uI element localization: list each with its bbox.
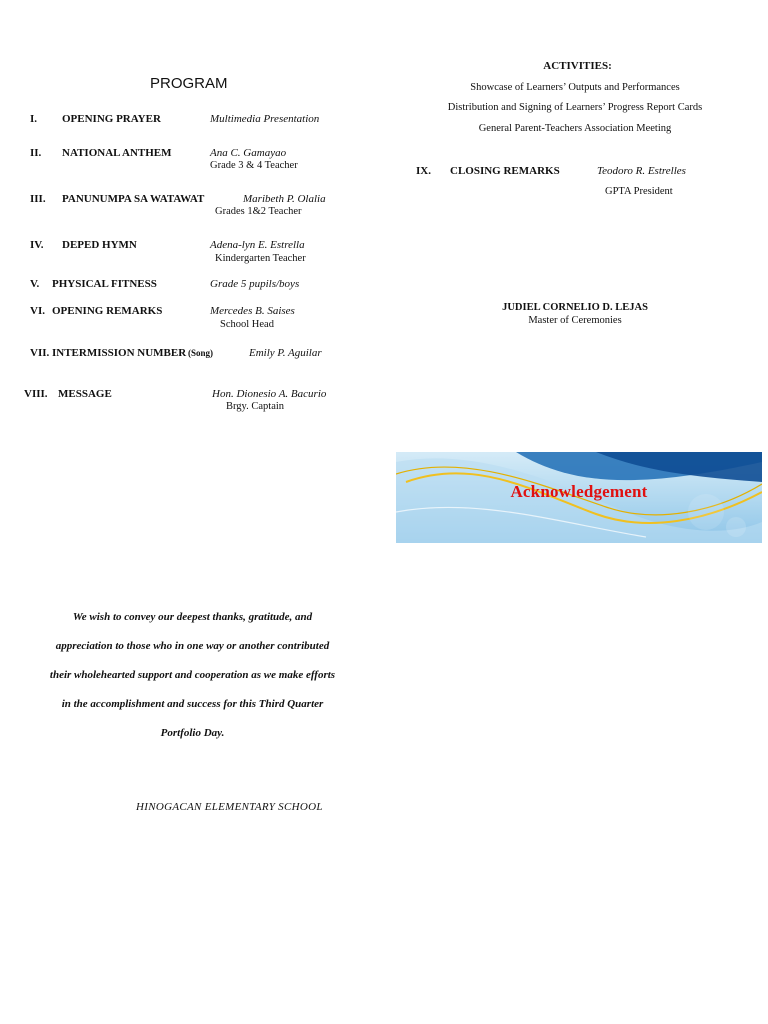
item-presenter: Mercedes B. Saises — [210, 305, 295, 317]
activity-line: General Parent-Teachers Association Meeting — [478, 123, 672, 134]
item-presenter: Ana C. Gamayao — [210, 147, 287, 159]
activities-title: ACTIVITIES: — [543, 60, 612, 72]
item-number: VI. — [30, 305, 45, 317]
item-number: II. — [30, 147, 42, 159]
item-presenter: Grade 5 pupils/boys — [210, 278, 300, 290]
item-number: IV. — [30, 239, 44, 251]
item-label: PHYSICAL FITNESS — [52, 278, 157, 290]
item-presenter: Teodoro R. Estrelles — [597, 165, 686, 177]
item-label: OPENING REMARKS — [52, 305, 163, 317]
item-label-note: (Song) — [188, 348, 214, 358]
item-number: III. — [30, 193, 46, 205]
acknowledgement-line: appreciation to those who in one way or another contributed — [55, 640, 330, 652]
acknowledgement-line: Portfolio Day. — [160, 727, 225, 739]
item-label: MESSAGE — [58, 388, 112, 400]
emcee-role: Master of Ceremonies — [528, 315, 622, 326]
item-number: IX. — [416, 165, 431, 177]
item-presenter: Multimedia Presentation — [210, 113, 320, 125]
activity-line: Showcase of Learners’ Outputs and Performances — [470, 82, 680, 93]
item-role: School Head — [220, 319, 274, 330]
activity-line: Distribution and Signing of Learners’ Progress Report Cards — [447, 102, 703, 113]
item-label: DEPED HYMN — [62, 239, 137, 251]
item-role: GPTA President — [605, 186, 673, 197]
banner-title: Acknowledgement — [510, 482, 648, 501]
acknowledgement-line: in the accomplishment and success for this Third Quarter — [61, 698, 324, 710]
item-label: PANUNUMPA SA WATAWAT — [62, 193, 205, 205]
acknowledgement-line: We wish to convey our deepest thanks, gratitude, and — [72, 611, 313, 623]
item-number: VII. — [30, 347, 50, 359]
acknowledgement-banner — [396, 452, 762, 543]
item-role: Grade 3 & 4 Teacher — [210, 160, 298, 171]
emcee-name: JUDIEL CORNELIO D. LEJAS — [502, 302, 648, 313]
school-name: HINOGACAN ELEMENTARY SCHOOL — [136, 801, 323, 813]
program-title: PROGRAM — [150, 75, 228, 92]
item-number: VIII. — [24, 388, 48, 400]
item-label: OPENING PRAYER — [62, 113, 161, 125]
item-presenter: Emily P. Aguilar — [249, 347, 322, 359]
acknowledgement-line: their wholehearted support and cooperation as we make efforts — [49, 669, 336, 681]
item-label: NATIONAL ANTHEM — [62, 147, 172, 159]
item-role: Grades 1&2 Teacher — [215, 206, 302, 217]
item-label: INTERMISSION NUMBER — [52, 347, 187, 359]
item-number: V. — [30, 278, 40, 290]
item-number: I. — [30, 113, 38, 125]
item-presenter: Hon. Dionesio A. Bacurio — [212, 388, 327, 400]
item-label: CLOSING REMARKS — [450, 165, 560, 177]
item-role: Kindergarten Teacher — [215, 253, 306, 264]
item-role: Brgy. Captain — [226, 401, 285, 412]
item-presenter: Maribeth P. Olalia — [243, 193, 326, 205]
item-presenter: Adena-lyn E. Estrella — [210, 239, 305, 251]
